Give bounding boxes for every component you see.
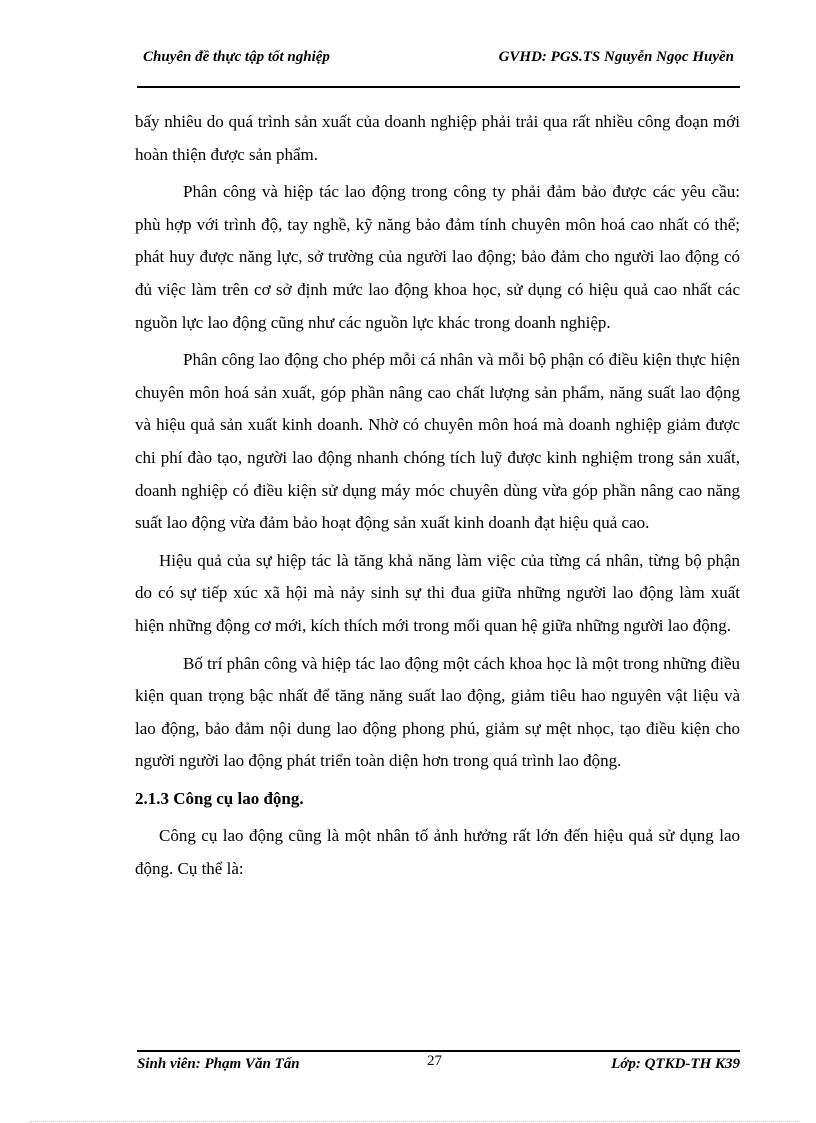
paragraph-labor-tools: Công cụ lao động cũng là một nhân tố ảnh hưởng rất lớn đến hiệu quả sử dụng lao động. Cụ thể là:: [135, 826, 740, 879]
footer-divider: [137, 1050, 740, 1052]
page-number: 27: [427, 1053, 442, 1069]
page-body: [135, 106, 740, 891]
page-header: [137, 46, 740, 72]
header-supervisor: GVHD: PGS.TS Nguyễn Ngọc Huyền: [498, 49, 734, 65]
footer-class: Lớp: QTKD-TH K39: [611, 1056, 740, 1072]
page-footer: [137, 1053, 740, 1079]
paragraph-scientific-arrangement: Bố trí phân công và hiệp tác lao động một cách khoa học là một trong những điều kiện quan trọng bậc nhất để tăng năng suất lao động, giảm tiêu hao nguyên vật liệu và lao động, bảo đảm nội dung lao động phong phú, giảm sự mệt nhọc, tạo điều kiện cho người người lao động phát triển toàn diện hơn trong quá trình lao động.: [135, 653, 740, 771]
paragraph-division-cooperation: Phân công và hiệp tác lao động trong công ty phải đảm bảo được các yêu cầu: phù hợp với trình độ, tay nghề, kỹ năng bảo đảm tính chuyên môn hoá cao nhất có thể; phát huy được năng lực, sở trường của người lao động; bảo đảm cho người lao động có đủ việc làm trên cơ sở định mức lao động khoa học, sử dụng có hiệu quả cao nhất các nguồn lực lao động cũng như các nguồn lực khác trong doanh nghiệp.: [135, 182, 740, 332]
paragraph-continuation: bấy nhiêu do quá trình sản xuất của doanh nghiệp phải trải qua rất nhiều công đoạn mới hoàn thiện được sản phẩm.: [135, 112, 740, 164]
paragraph-cooperation-effect: Hiệu quả của sự hiệp tác là tăng khả năng làm việc của từng cá nhân, từng bộ phận do có sự tiếp xúc xã hội mà nảy sinh sự thi đua giữa những người lao động làm xuất hiện những động cơ mới, kích thích mới trong mối quan hệ giữa những người lao động.: [135, 550, 740, 635]
header-document-title: Chuyên đề thực tập tốt nghiệp: [143, 49, 330, 65]
header-divider: [137, 86, 740, 88]
footer-student: Sinh viên: Phạm Văn Tấn: [137, 1056, 300, 1072]
page-edge-divider: [30, 1121, 800, 1122]
paragraph-division-benefits: Phân công lao động cho phép mỗi cá nhân và mỗi bộ phận có điều kiện thực hiện chuyên môn hoá sản xuất, góp phần nâng cao chất lượng sản phẩm, năng suất lao động và hiệu quả sản xuất kinh doanh. Nhờ có chuyên môn hoá mà doanh nghiệp giảm được chi phí đào tạo, người lao động nhanh chóng tích luỹ được kinh nghiệm trong sản xuất, doanh nghiệp có điều kiện sử dụng máy móc chuyên dùng vừa góp phần nâng cao năng suất lao động vừa đảm bảo hoạt động sản xuất kinh doanh đạt hiệu quả cao.: [135, 350, 740, 533]
section-heading: 2.1.3 Công cụ lao động.: [135, 788, 304, 808]
